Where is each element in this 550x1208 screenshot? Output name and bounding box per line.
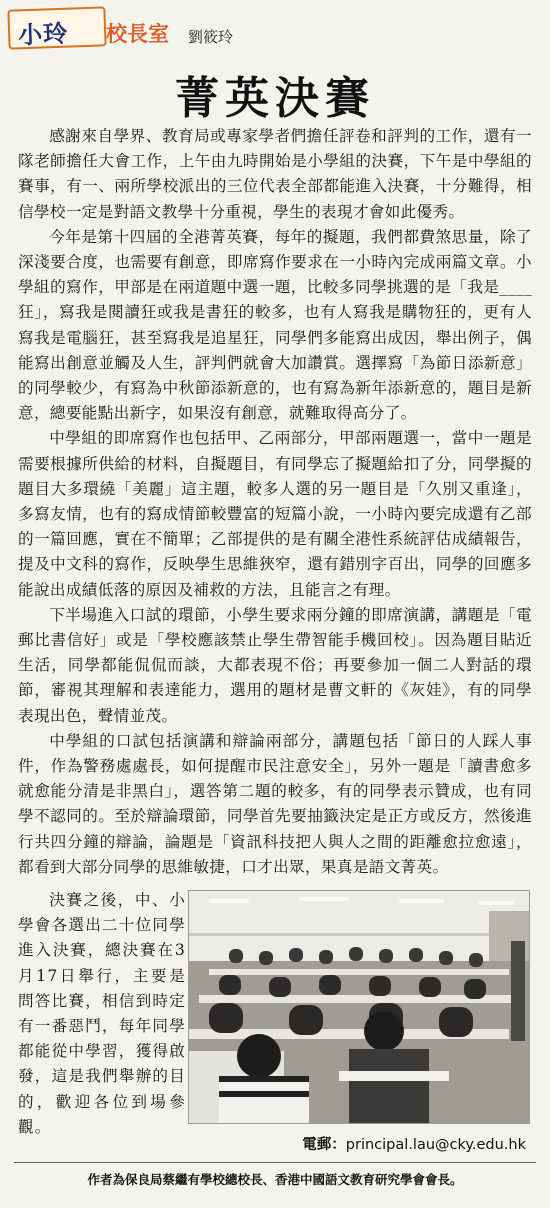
paragraph-1: 感謝來自學界、教育局或專家學者們擔任評卷和評判的工作，還有一隊老師擔任大會工作，上午由九時開始是小學組的決賽，下午是中學組的賽事，有一、兩所學校派出的三位代表全部都能進入決賽，十分難得，相信學校一定是對語文教學十分重視，學生的表現才會如此優秀。 (18, 127, 532, 221)
exam-hall-photo (188, 890, 530, 1124)
paragraph-3: 中學組的即席寫作也包括甲、乙兩部分，甲部兩題選一，當中一題是需要根據所供給的材料，自擬題目，有同學忘了擬題給扣了分，同學擬的題目大多環繞「美麗」這主題，較多人選的另一題目是「久別又重逢」，多寫友情，也有的寫成情節較豐富的短篇小說，一小時內要完成還有乙部的一篇回應，實在不簡單；乙部提供的是有關全港性系統評估成績報告，提及中文科的寫作，反映學生思維狹窄，還有錯別字百出，同學的回應多能說出成績低落的原因及補救的方法，且能言之有理。 (18, 429, 532, 599)
paragraph-2: 今年是第十四屆的全港菁英賽，每年的擬題，我們都費煞思量，除了深淺要合度，也需要有創意，即席寫作要求在一小時內完成兩篇文章。小學組的寫作，甲部是在兩道題中選一題，比較多同學挑選的是「我是____狂」，寫我是閱讀狂或我是書狂的較多，也有人寫我是購物狂的，更有人寫我是電腦狂，甚至寫我是追星狂，同學們多能寫出成因，舉出例子，偶能寫出創意並觸及人生，評判們就會大加讚賞。選擇寫「為節日添新意」的同學較少，有寫為中秋節添新意的，也有寫為新年添新意的，題目是新意，總要能點出新字，如果沒有創意，就難取得高分了。 (18, 227, 532, 423)
footer-divider (14, 1162, 536, 1163)
email-label: 電郵： (302, 1137, 346, 1153)
paragraph-4: 下半場進入口試的環節，小學生要求兩分鐘的即席演講，講題是「電郵比書信好」或是「學校應該禁止學生帶智能手機回校」。因為題目貼近生活，同學都能侃侃而談，大都表現不俗；再要參加一個二人對話的環節，審視其理解和表達能力，選用的題材是曹文軒的《灰娃》，有的同學表現出色，聲情並茂。 (18, 605, 532, 725)
closing-paragraph: 決賽之後，中、小學會各選出二十位同學進入決賽，總決賽在3月17日舉行，主要是問答比賽，相信到時定有一番惡鬥，每年同學都能從中學習，獲得啟發，這是我們舉辦的目的，歡迎各位到場參觀。 (18, 891, 186, 1136)
article-body (18, 124, 532, 880)
column-logo (7, 6, 106, 49)
closing-paragraph-column (18, 888, 186, 1140)
column-header (8, 4, 308, 54)
column-name: 小玲 (17, 19, 69, 50)
exam-hall-illustration (189, 891, 529, 1123)
contact-email (302, 1133, 526, 1154)
email-address: principal.lau@cky.edu.hk (345, 1137, 526, 1153)
paragraph-5: 中學組的口試包括演講和辯論兩部分，講題包括「節日的人踩人事件，作為警務處處長，如何提醒市民注意安全」，另外一題是「讀書愈多就愈能分清是非黑白」，選答第二題的較多，有的同學表示贊成，也有同學不認同的。至於辯論環節，同學首先要抽籤決定是正方或反方，然後進行共四分鐘的辯論，論題是「資訊科技把人與人之間的距離愈拉愈遠」，都看到大部分同學的思維敏捷，口才出眾，果真是語文菁英。 (18, 731, 532, 876)
author-name: 劉筱玲 (188, 28, 234, 46)
author-bio: 作者為保良局蔡繼有學校總校長、香港中國語文教育研究學會會長。 (87, 1172, 463, 1187)
closing-block (18, 888, 532, 1138)
column-subtitle: 校長室 (106, 22, 169, 46)
article-title: 菁英決賽 (175, 73, 375, 124)
